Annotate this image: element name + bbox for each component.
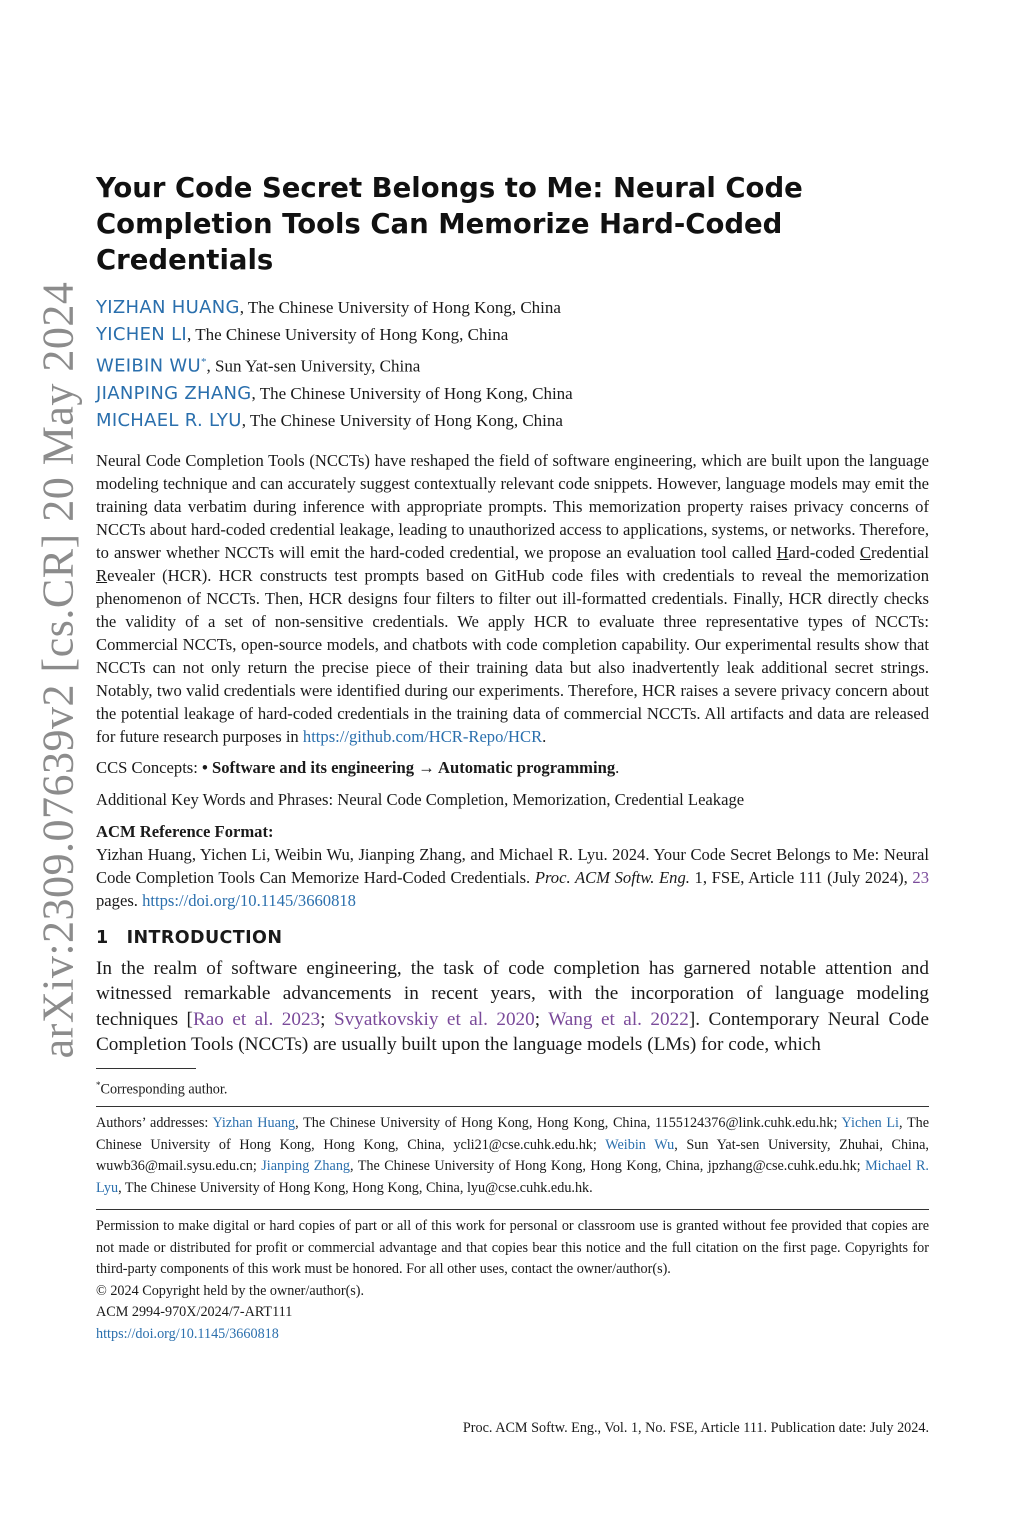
author-affiliation: , The Chinese University of Hong Kong, China	[241, 411, 563, 431]
arxiv-stamp: arXiv:2309.07639v2 [cs.CR] 20 May 2024	[33, 281, 83, 1059]
author-affiliation: , The Chinese University of Hong Kong, China	[251, 383, 573, 403]
author-name[interactable]: MICHAEL R. LYU	[96, 410, 242, 432]
acm-reference-heading: ACM Reference Format:	[96, 821, 274, 841]
permission-notice: Permission to make digital or hard copies of part or all of this work for personal or classroom use is granted without fee provided that copies are not made or distributed for profit or commercial advantage and that copies bear this notice and the full citation on the first page. Copyrights for third-party components of this work must be honored. For all other uses, contact the owner/author(s).	[96, 1218, 929, 1278]
author-affiliation: , The Chinese University of Hong Kong, China	[239, 298, 561, 317]
address-author-link[interactable]: Yichen Li	[841, 1115, 899, 1132]
citation-link[interactable]: Svyatkovskiy et al. 2020	[333, 1008, 535, 1030]
footnote: *Corresponding author.	[96, 1079, 228, 1098]
citation-link[interactable]: Wang et al. 2022	[548, 1008, 689, 1030]
page-count-link[interactable]: 23	[912, 867, 929, 887]
author-name[interactable]: YICHEN LI	[96, 324, 188, 346]
address-author-link[interactable]: Weibin Wu	[605, 1136, 675, 1153]
doi-link[interactable]: https://doi.org/10.1145/3660818	[142, 890, 356, 910]
keywords: Additional Key Words and Phrases: Neural Code Completion, Memorization, Credential Leakage	[96, 789, 745, 809]
author-addresses: Authors’ addresses: Yizhan Huang, The Chinese University of Hong Kong, Hong Kong, China, 1155124376@link.cuhk.edu.hk; Yichen Li, The Chinese University of Hong Kong, Hong Kong, China, ycli21@cse.cuhk.edu.hk; Weibin Wu, Sun Yat-sen University, Zhuhai, China, wuwb36@mail.sysu.edu.cn; Jianping Zhang, The Chinese University of Hong Kong, Hong Kong, China, jpzhang@cse.cuhk.edu.hk; Michael R. Lyu, The Chinese University of Hong Kong, Hong Kong, China, lyu@cse.cuhk.edu.hk.	[96, 1115, 929, 1196]
copyright-line: © 2024 Copyright held by the owner/author(s).	[96, 1282, 365, 1299]
author-affiliation: , The Chinese University of Hong Kong, China	[187, 325, 509, 345]
abstract: Neural Code Completion Tools (NCCTs) have reshaped the field of software engineering, which are built upon the language modeling technique and can accurately suggest contextually relevant code snippets. However, language models may emit the training data verbatim during inference with appropriate prompts. This memorization property raises privacy concerns of NCCTs about hard-coded credential leakage, leading to unauthorized access to applications, systems, or networks. Therefore, to answer whether NCCTs will emit the hard-coded credential, we propose an evaluation tool called Hard-coded Credential Revealer (HCR). HCR constructs test prompts based on GitHub code files with credentials to reveal the memorization phenomenon of NCCTs. Then, HCR designs four filters to filter out ill-formatted credentials. Finally, HCR directly checks the validity of a set of non-sensitive credentials. We apply HCR to evaluate three representative types of NCCTs: Commercial NCCTs, open-source models, and chatbots with code completion capability. Our experimental results show that NCCTs can not only return the precise piece of their training data but also inadvertently leak additional secret strings. Notably, two valid credentials were identified during our experiments. Therefore, HCR raises a severe privacy concern about the potential leakage of hard-coded credentials in the training data of commercial NCCTs. All artifacts and data are released for future research purposes in https://github.com/HCR-Repo/HCR.	[96, 450, 930, 746]
main-content	[96, 170, 929, 1345]
author-affiliation: , Sun Yat-sen University, China	[206, 356, 421, 376]
footer-doi-link[interactable]: https://doi.org/10.1145/3660818	[96, 1325, 279, 1342]
addresses-rule	[96, 1106, 929, 1107]
introduction-paragraph: In the realm of software engineering, the task of code completion has garnered notable attention and witnessed remarkable advancements in recent years, with the incorporation of language modeling techniques [Rao et al. 2023; Svyatkovskiy et al. 2020; Wang et al. 2022]. Contemporary Neural Code Completion Tools (NCCTs) are usually built upon the language models (LMs) for code, which	[96, 957, 929, 1056]
author-name[interactable]: WEIBIN WU	[96, 355, 201, 377]
author-entry	[96, 407, 929, 434]
permission-rule	[96, 1209, 929, 1210]
author-list	[96, 294, 929, 435]
address-author-link[interactable]: Michael R. Lyu	[96, 1158, 929, 1196]
author-entry	[96, 294, 929, 321]
ccs-concepts: CCS Concepts: • Software and its engineering → Automatic programming.	[96, 757, 620, 777]
author-name[interactable]: JIANPING ZHANG	[96, 382, 252, 404]
address-author-link[interactable]: Jianping Zhang	[261, 1158, 351, 1175]
section-title: INTRODUCTION	[126, 927, 283, 948]
footnote-rule	[96, 1068, 196, 1069]
paper-title: Your Code Secret Belongs to Me: Neural Code Completion Tools Can Memorize Hard-Coded Credentials	[96, 172, 803, 276]
repo-link[interactable]: https://github.com/HCR-Repo/HCR	[302, 726, 543, 746]
copyright-block	[96, 1281, 929, 1346]
citation-link[interactable]: Rao et al. 2023	[192, 1008, 321, 1030]
acm-identifier: ACM 2994-970X/2024/7-ART111	[96, 1304, 293, 1321]
section-heading	[96, 926, 929, 950]
author-entry	[96, 380, 929, 407]
address-author-link[interactable]: Yizhan Huang	[212, 1115, 296, 1132]
section-number: 1	[96, 927, 109, 948]
running-footer: Proc. ACM Softw. Eng., Vol. 1, No. FSE, Article 111. Publication date: July 2024.	[462, 1420, 929, 1436]
author-name[interactable]: YIZHAN HUANG	[96, 297, 240, 318]
author-entry	[96, 349, 929, 380]
acm-reference-format: Yizhan Huang, Yichen Li, Weibin Wu, Jianping Zhang, and Michael R. Lyu. 2024. Your Code Secret Belongs to Me: Neural Code Completion Tools Can Memorize Hard-Coded Credentials. Proc. ACM Softw. Eng. 1, FSE, Article 111 (July 2024), 23 pages. https://doi.org/10.1145/3660818	[96, 844, 929, 910]
author-entry	[96, 321, 929, 348]
corresponding-author-mark[interactable]: *	[201, 355, 207, 368]
